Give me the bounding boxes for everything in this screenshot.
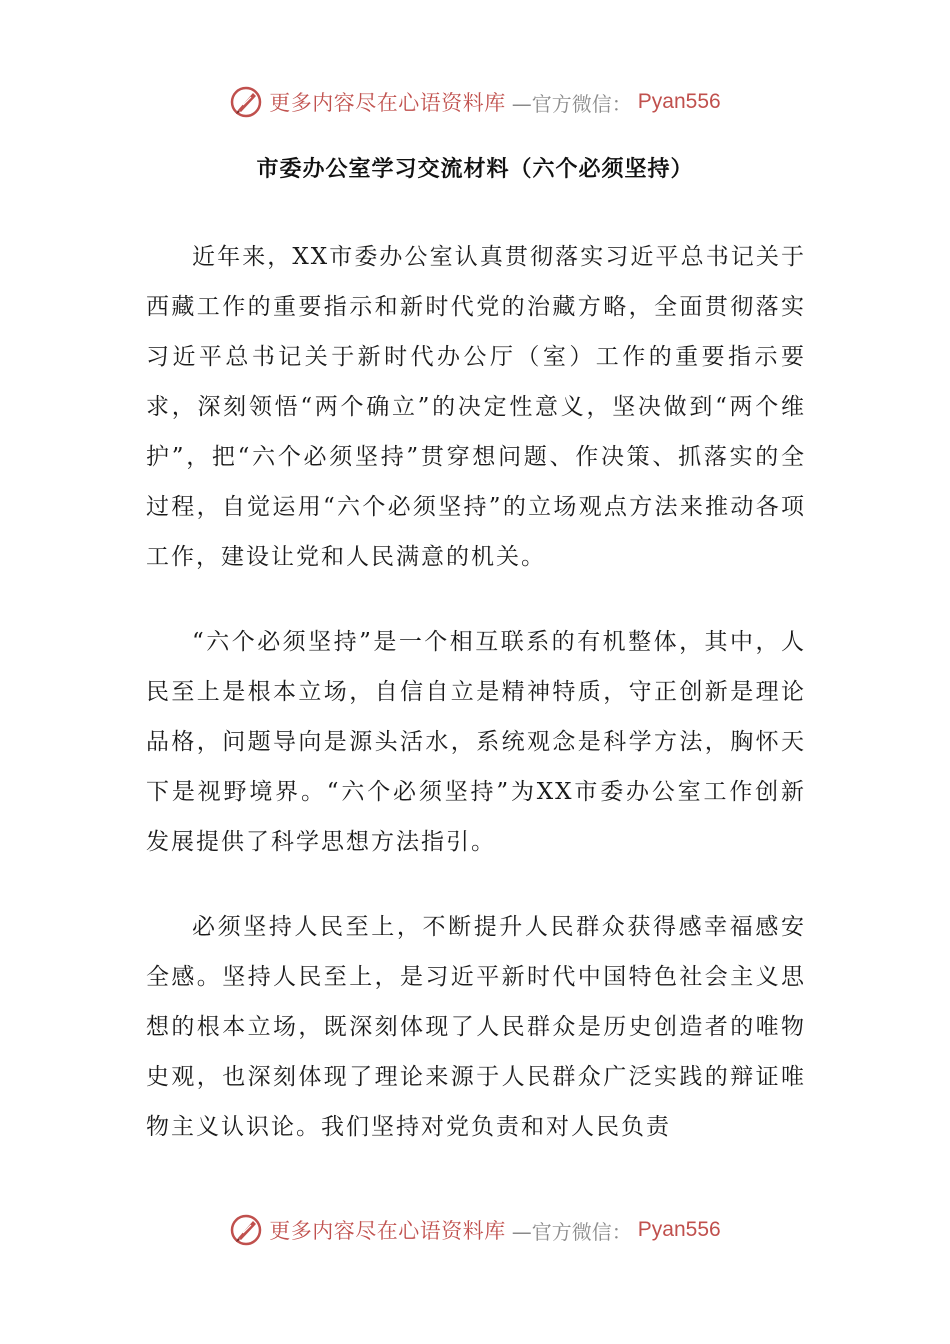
watermark-separator: —官方微信： xyxy=(511,1219,632,1244)
document-title: 市委办公室学习交流材料（六个必须坚持） xyxy=(256,157,694,182)
watermark-text: 更多内容尽在心语资料库 xyxy=(269,91,506,115)
document-body xyxy=(146,232,806,1187)
watermark-handle: Pyan556 xyxy=(637,90,721,113)
paragraph-1: 近年来，XX市委办公室认真贯彻落实习近平总书记关于西藏工作的重要指示和新时代党的治藏方略，全面贯彻落实习近平总书记关于新时代办公厅（室）工作的重要指示要求，深刻领悟“两个确立”的决定性意义，坚决做到“两个维护”，把“六个必须坚持”贯穿想问题、作决策、抓落实的全过程，自觉运用“六个必须坚持”的立场观点方法来推动各项工作，建设让党和人民满意的机关。 xyxy=(146,244,806,570)
watermark-footer xyxy=(0,1210,950,1250)
watermark-header xyxy=(0,82,950,122)
paragraph-3: 必须坚持人民至上，不断提升人民群众获得感幸福感安全感。坚持人民至上，是习近平新时代中国特色社会主义思想的根本立场，既深刻体现了人民群众是历史创造者的唯物史观，也深刻体现了理论来源于人民群众广泛实践的辩证唯物主义认识论。我们坚持对党负责和对人民负责 xyxy=(146,914,806,1140)
watermark-separator: —官方微信： xyxy=(511,91,632,116)
watermark-handle: Pyan556 xyxy=(637,1218,721,1241)
paragraph-2: “六个必须坚持”是一个相互联系的有机整体，其中，人民至上是根本立场，自信自立是精神特质，守正创新是理论品格，问题导向是源头活水，系统观念是科学方法，胸怀天下是视野境界。“六个必须坚持”为XX市委办公室工作创新发展提供了科学思想方法指引。 xyxy=(146,629,806,855)
watermark-text: 更多内容尽在心语资料库 xyxy=(269,1219,506,1243)
quill-logo-icon xyxy=(229,85,263,119)
quill-logo-icon xyxy=(229,1213,263,1247)
